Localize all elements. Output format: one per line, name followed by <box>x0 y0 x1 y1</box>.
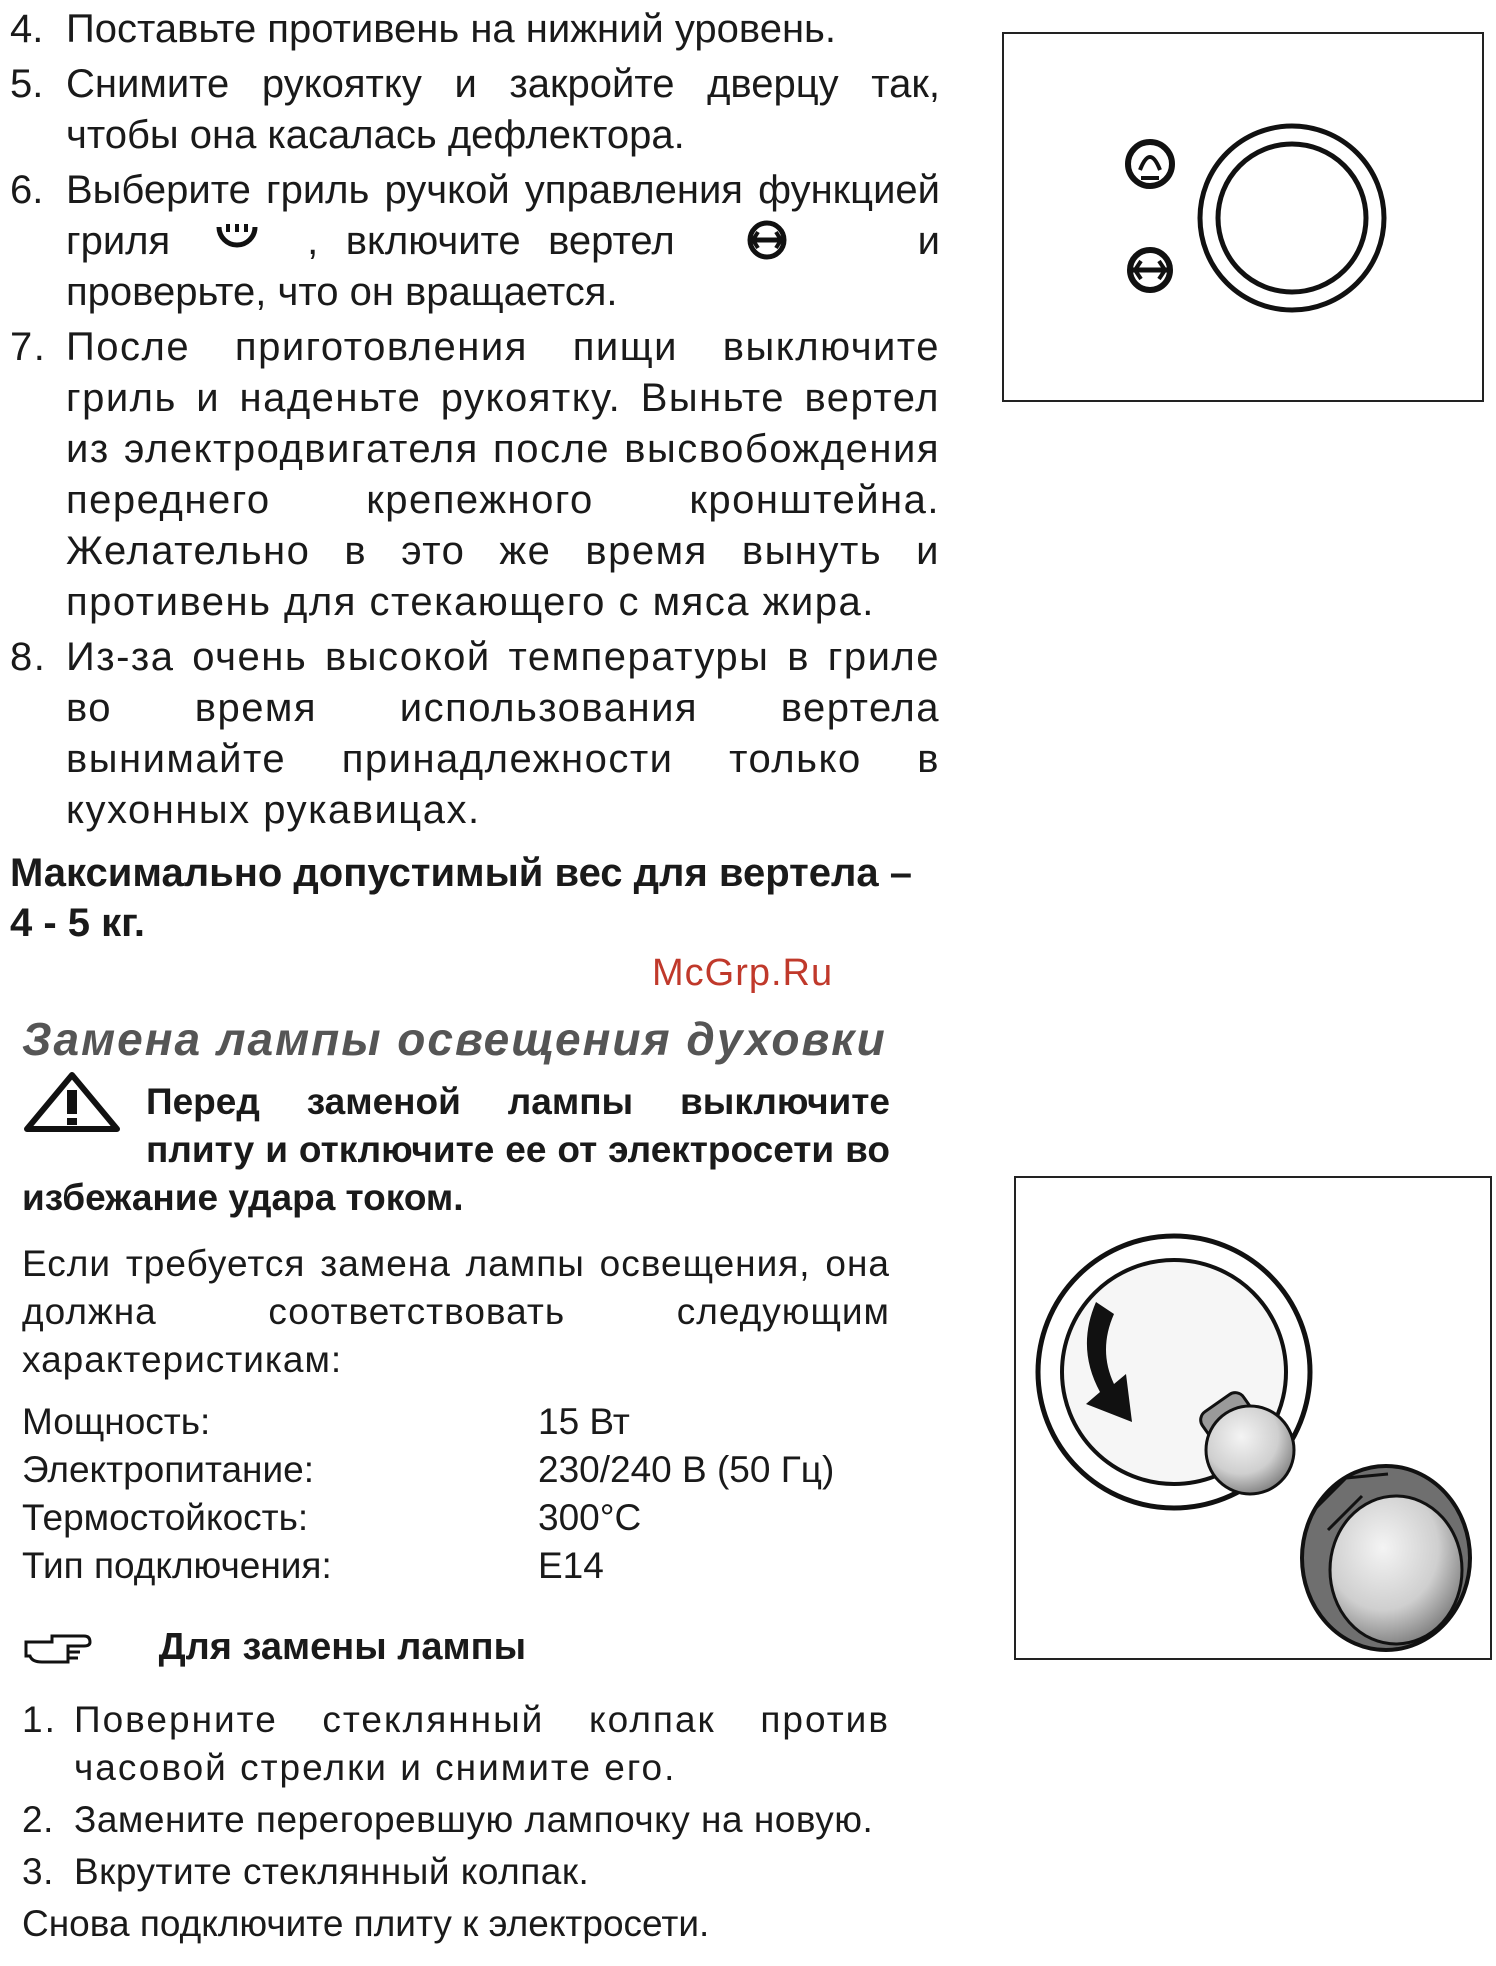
spec-label: Термостойкость: <box>22 1497 309 1538</box>
step-8 <box>10 632 940 836</box>
control-panel-figure <box>1002 32 1484 402</box>
lamp-replacement-figure <box>1014 1176 1492 1660</box>
warning-text: Перед заменой лампы выключите плиту и отключите ее от электросети во избежание удара током. <box>22 1081 890 1218</box>
spec-label: Тип подключения: <box>22 1545 332 1586</box>
step-number: 7. <box>10 325 47 369</box>
pointing-hand-icon <box>22 1632 92 1666</box>
step-number: 2. <box>22 1799 54 1840</box>
step-number: 6. <box>10 168 44 212</box>
control-knob-inner <box>1218 144 1366 292</box>
lamp-step-1 <box>22 1696 890 1792</box>
reconnect-note: Снова подключите плиту к электросети. <box>22 1903 710 1944</box>
spec-row <box>22 1398 890 1446</box>
spec-row <box>22 1494 890 1542</box>
step-number: 4. <box>10 7 44 51</box>
step-number: 3. <box>22 1851 54 1892</box>
step-text: Снимите рукоятку и закройте дверцу так, чтобы она касалась дефлектора. <box>66 62 940 157</box>
step-5 <box>10 59 940 161</box>
spec-value: 300°C <box>538 1497 642 1538</box>
section-title: Замена лампы освещения духовки <box>22 1013 887 1065</box>
glass-cover <box>1302 1466 1470 1650</box>
step-text-b: , включите вертел <box>307 219 675 263</box>
intro-paragraph: Если требуется замена лампы освещения, она должна соответствовать следующим характеристикам: <box>22 1243 890 1380</box>
step-text: Поставьте противень на нижний уровень. <box>66 7 836 51</box>
warning-block <box>22 1078 890 1222</box>
step-text-c: и проверьте, что он вращается. <box>66 219 940 314</box>
lamp-heading <box>22 1626 526 1669</box>
watermark: McGrp.Ru <box>652 952 834 994</box>
lamp-step-2 <box>22 1796 890 1844</box>
lamp-icon <box>1128 142 1172 186</box>
step-6 <box>10 165 940 318</box>
spec-label: Мощность: <box>22 1401 211 1442</box>
step-number: 1. <box>22 1699 57 1740</box>
step-text: Из-за очень высокой температуры в гриле во время использования вертела вынимайте принадлежности только в кухонных рукавицах. <box>66 635 940 832</box>
step-text: Поверните стеклянный колпак против часовой стрелки и снимите его. <box>74 1699 890 1788</box>
spec-row <box>22 1542 890 1590</box>
spec-value: E14 <box>538 1545 604 1586</box>
step-text: После приготовления пищи выключите гриль и наденьте рукоятку. Выньте вертел из электродвигателя после высвобождения переднего крепежного кронштейна. Желательно в это же время вынуть и противень для стекающего с мяса жира. <box>66 325 940 624</box>
spec-value: 15 Вт <box>538 1401 630 1442</box>
step-number: 8. <box>10 635 47 679</box>
lamp-heading-text: Для замены лампы <box>158 1626 527 1668</box>
spit-icon <box>1128 250 1172 290</box>
step-text: Замените перегоревшую лампочку на новую. <box>74 1799 874 1840</box>
lamp-steps <box>22 1696 890 1948</box>
grill-icon <box>214 222 260 258</box>
spit-icon <box>744 220 790 260</box>
lamp-replacement-drawing <box>1016 1178 1490 1658</box>
warning-triangle-icon <box>22 1072 122 1132</box>
spec-label: Электропитание: <box>22 1449 315 1490</box>
spec-row <box>22 1446 890 1494</box>
control-panel-drawing <box>1004 34 1482 400</box>
lamp-specs <box>22 1398 890 1590</box>
step-text: Вкрутите стеклянный колпак. <box>74 1851 590 1892</box>
step-text-a: Выберите гриль ручкой управления функцией гриля <box>66 168 940 263</box>
control-knob-outer <box>1200 126 1384 310</box>
step-7 <box>10 322 940 628</box>
step-number: 5. <box>10 62 44 106</box>
max-weight-note: Максимально допустимый вес для вертела – 4 - 5 кг. <box>10 851 912 945</box>
step-4 <box>10 4 940 55</box>
rotisserie-steps <box>10 4 940 948</box>
lamp-step-3 <box>22 1848 890 1896</box>
spec-value: 230/240 В (50 Гц) <box>538 1449 835 1490</box>
